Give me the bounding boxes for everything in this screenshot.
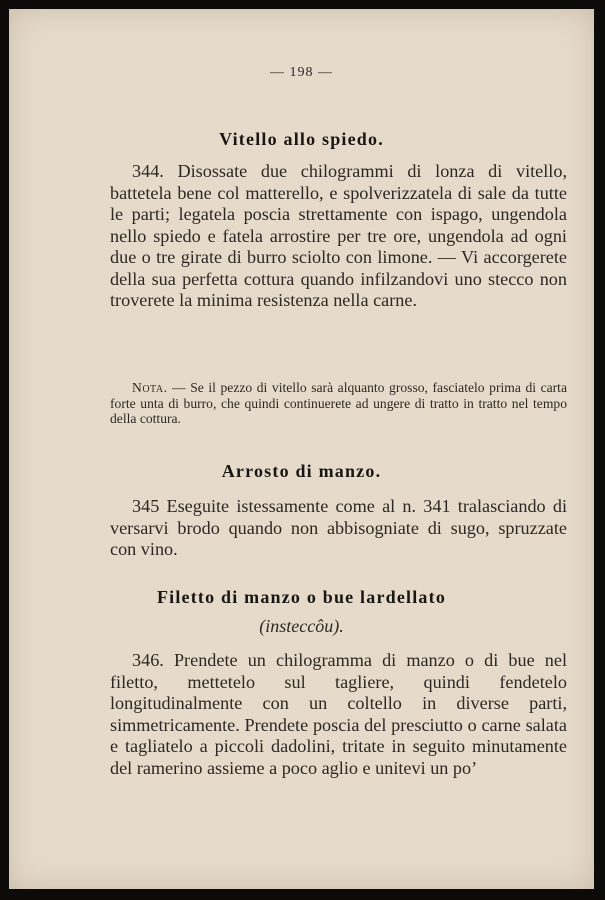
recipe-title-filetto: Filetto di manzo o bue lardellato <box>156 587 447 607</box>
recipe-paragraph-344: 344. Disossate due chilogrammi di lonza di vitello, battetela bene col matterello, e spolverizzatela di sale da tutte le parti; legatela poscia strettamente con ispago, ungendola nello spiedo e fatela arrostire per tre ore, ungendola ad ogni due o tre girate di burro sciolto con limone. — Vi accorgerete della sua perfetta cottura quando infilzandovi uno stecco non troverete la minima resistenza nella carne. <box>110 161 567 310</box>
note-label: Nota. <box>132 380 168 395</box>
recipe-subtitle-filetto: (insteccôu). <box>259 616 344 636</box>
recipe-paragraph-346: 346. Prendete un chilogramma di manzo o di bue nel filetto, mettetelo sul tagliere, quindi fendetelo longitudinalmente con un coltello in diverse parti, simmetricamente. Prendete poscia del presciutto o carne salata e tagliatelo a piccoli dadolini, tritate in seguito minutamente del ramerino assieme a poco aglio e unitevi un po’ <box>110 650 567 778</box>
recipe-note <box>110 380 567 427</box>
page-number: — 198 — <box>270 65 333 80</box>
recipe-title-arrosto: Arrosto di manzo. <box>221 461 382 481</box>
book-page <box>9 9 594 889</box>
note-text: — Se il pezzo di vitello sarà alquanto grosso, fasciatelo prima di carta forte unta di burro, che quindi continuerete ad ungere di tratto in tratto nel tempo della cottura. <box>110 380 567 426</box>
recipe-title-vitello: Vitello allo spiedo. <box>219 129 384 149</box>
recipe-paragraph-345: 345 Eseguite istessamente come al n. 341 tralasciando di versarvi brodo quando non abbisogniate di sugo, spruzzate con vino. <box>110 496 567 559</box>
